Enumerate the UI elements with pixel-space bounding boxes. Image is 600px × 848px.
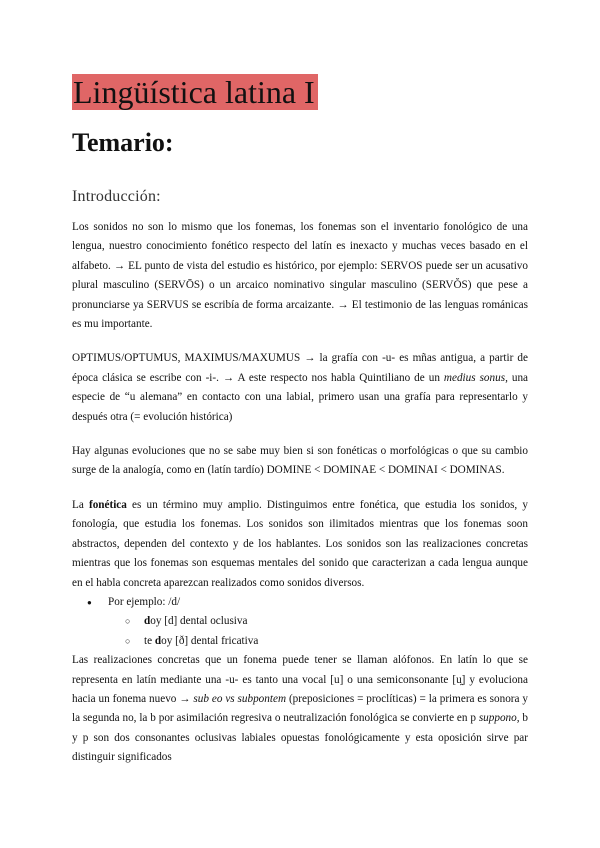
sub-item-2-bold: d	[154, 634, 162, 647]
sub-item-2-text-a: te	[144, 634, 155, 647]
paragraph-5-text-b: (preposiciones = proclíticas) = la primera es sonora y la segunda no, la b por asimilación regresiva o neutralización fonológica se convierte en p	[72, 692, 528, 725]
list-item-example: ● Por ejemplo: /d/	[72, 593, 528, 612]
paragraph-4	[72, 496, 528, 593]
paragraph-5-italic-1: sub eo vs subpontem	[193, 692, 287, 705]
paragraph-2	[72, 349, 528, 427]
sub-item-2	[72, 632, 528, 651]
section-heading: Introducción:	[72, 188, 161, 205]
paragraph-4-bold: fonética	[88, 498, 127, 511]
paragraph-2-italic: medius sonus,	[443, 371, 508, 384]
paragraph-5-italic-2: suppono,	[478, 712, 520, 725]
sub-item-1	[72, 612, 528, 631]
document-title: Lingüística latina I	[72, 74, 318, 110]
document-subtitle: Temario:	[72, 128, 174, 157]
paragraph-5-text-c: b y p son dos consonantes oclusivas labiales opuestas fonológicamente y esta oposición sirve par distinguir significados	[72, 712, 528, 764]
paragraph-4-text-b: es un término muy amplio. Distinguimos entre fonética, que estudia los sonidos, y fonología, que estudia los fonemas. Los sonidos son ilimitados mientras que los fonemas soon abstractos, dependen del contexto y de los hablantes. Los sonidos son las realizaciones concretas mientras que los fonemas son esquemas mentales del sonido que caracterizan a cada lengua aunque en el habla concreta aparezcan realizados como sonidos diversos.	[72, 498, 528, 589]
paragraph-3: Hay algunas evoluciones que no se sabe muy bien si son fonéticas o morfológicas o que su cambio surge de la analogía, como en (latín tardío) DOMINE < DOMINAE < DOMINAI < DOMINAS.	[72, 445, 528, 477]
paragraph-4-text-a: La	[72, 498, 89, 511]
sub-item-2-text: oy [ð] dental fricativa	[161, 634, 259, 647]
paragraph-5	[72, 651, 528, 767]
document-body	[72, 218, 528, 768]
paragraph-2-text-b: una especie de “u alemana” en contacto con una labial, primero usan una grafía para representarlo y después otra (= evolución histórica)	[72, 371, 529, 423]
paragraph-5-text-a: Las realizaciones concretas que un fonema puede tener se llaman alófonos. En latín lo que se representa en latín mediante una -u- es tanto una vocal [u] o una semiconsonante [u̯] y evoluciona hacia un fonema nuevo →	[72, 654, 528, 705]
paragraph-1: Los sonidos no son lo mismo que los fonemas, los fonemas son el inventario fonológico de una lengua, nuestro conocimiento fonético respecto del latín es inexacto y muchas veces basado en el alfabeto. → EL punto de vista del estudio es histórico, por ejemplo: SERVOS puede ser un acusativo plural masculino (SERVŌS) o un arcaico nominativo singular masculino (SERVŎS) que pese a pronunciarse ya SERVUS se escribía de forma arcaizante. → El testimonio de las lenguas románicas es mu importante.	[72, 221, 528, 331]
sub-item-1-text: oy [d] dental oclusiva	[150, 615, 248, 628]
sub-item-1-bold: d	[144, 615, 151, 628]
example-list	[72, 593, 528, 651]
paragraph-2-text-a: OPTIMUS/OPTUMUS, MAXIMUS/MAXUMUS → la grafía con -u- es mñas antigua, a partir de época clásica se escribe con -i-. → A este respecto nos habla Quintiliano de un	[72, 352, 528, 384]
